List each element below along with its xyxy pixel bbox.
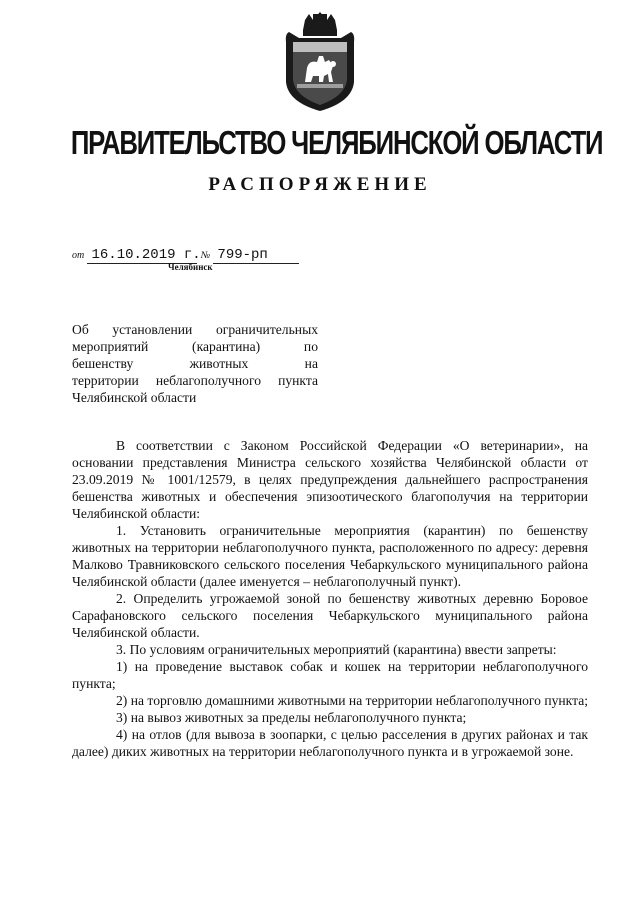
subject-line: Об установлении ограничительных (72, 322, 318, 337)
organization-title: ПРАВИТЕЛЬСТВО ЧЕЛЯБИНСКОЙ ОБЛАСТИ (70, 124, 603, 161)
subject-line: бешенству животных на (72, 356, 318, 371)
document-number: 799-рп (213, 247, 299, 264)
document-type: РАСПОРЯЖЕНИЕ (208, 174, 432, 195)
date-prefix: от (72, 250, 85, 261)
body-paragraph: 4) на отлов (для вывоза в зоопарки, с целью расселения в других районах и так далее) диких животных на территории неблагополучного пункта и в угрожаемой зоне. (72, 727, 588, 759)
subject-line: Челябинской области (72, 390, 197, 405)
body-paragraph: 2. Определить угрожаемой зоной по бешенству животных деревню Боровое Сарафановского сельского поселения Чебаркульского муниципального района Челябинской области. (72, 591, 588, 640)
subject-line: мероприятий (карантина) по (72, 339, 318, 354)
body-paragraph: В соответствии с Законом Российской Федерации «О ветеринарии», на основании представления Министра сельского хозяйства Челябинской области от 23.09.2019 № 1001/12579, в целях предупреждения дальнейшего распространения бешенства животных и обеспечения эпизоотического благополучия на территории Челябинской области: (72, 438, 588, 521)
document-date: 16.10.2019 г. (87, 247, 197, 264)
body-paragraph: 2) на торговлю домашними животными на территории неблагополучного пункта; (116, 693, 589, 708)
body-paragraph: 3. По условиям ограничительных мероприятий (карантина) ввести запреты: (116, 642, 557, 657)
body-paragraph: 1) на проведение выставок собак и кошек на территории неблагополучного пункта; (72, 659, 588, 691)
body-paragraph: 3) на вывоз животных за пределы неблагополучного пункта; (116, 710, 467, 725)
subject-line: территории неблагополучного пункта (72, 373, 318, 388)
coat-of-arms-emblem (283, 12, 357, 112)
document-subject (72, 321, 318, 406)
document-city: Челябинск (168, 262, 213, 272)
body-paragraph: 1. Установить ограничительные мероприятия (карантин) по бешенству животных на территории неблагополучного пункта, расположенного по адресу: деревня Малково Травниковского сельского поселения Чебаркульского муниципального района Челябинской области (далее именуется – неблагополучный пункт). (72, 523, 588, 589)
number-prefix: № (200, 250, 211, 261)
document-body (72, 437, 588, 760)
